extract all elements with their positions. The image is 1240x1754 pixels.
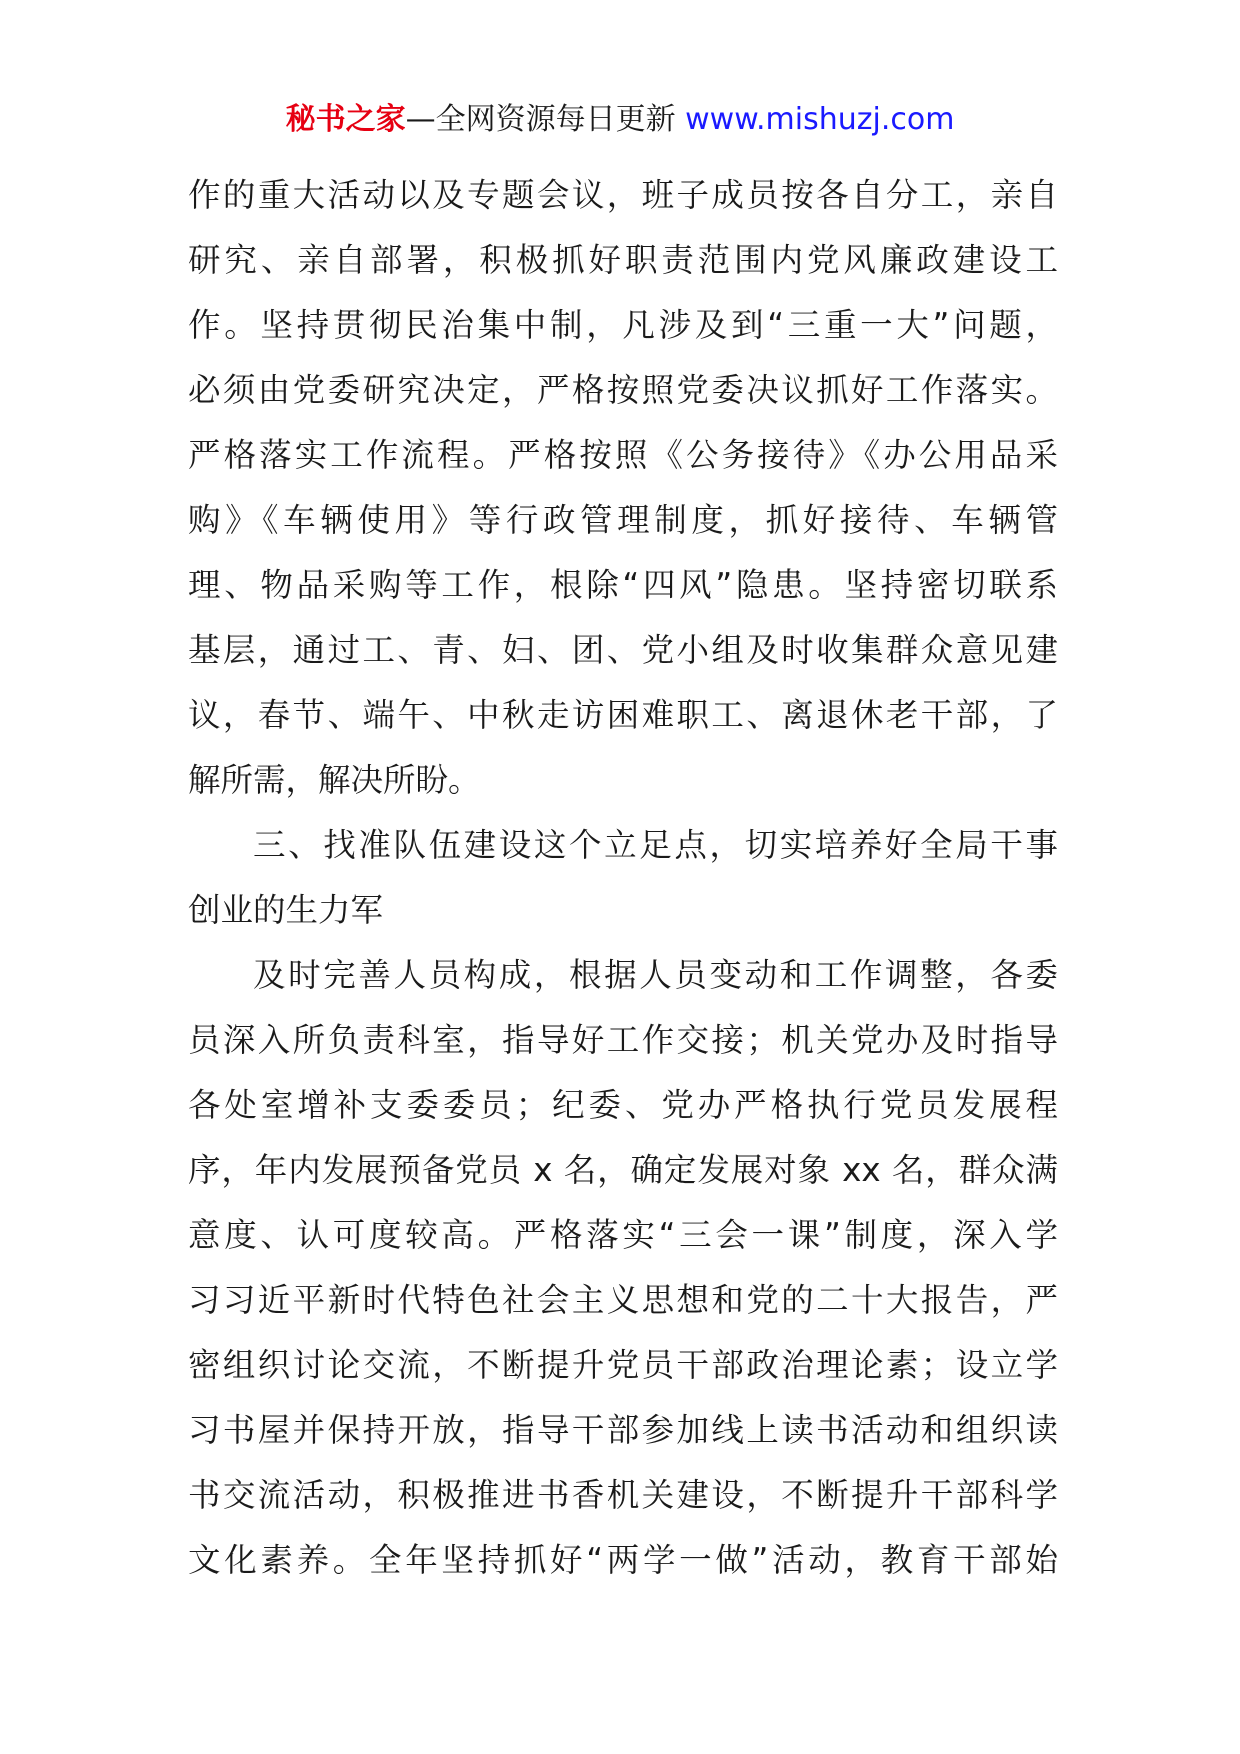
header-slogan: —全网资源每日更新 xyxy=(405,102,686,137)
section-heading-continued: 创业的生力军 xyxy=(188,891,384,929)
header-brand: 秘书之家 xyxy=(285,102,406,137)
body-line: 习习近平新时代特色社会主义思想和党的二十大报告，严 xyxy=(188,1281,1058,1319)
body-line: 员深入所负责科室，指导好工作交接；机关党办及时指导 xyxy=(188,1021,1058,1059)
body-line: 序，年内发展预备党员 x 名，确定发展对象 xx 名，群众满 xyxy=(188,1151,1058,1189)
body-line: 基层，通过工、青、妇、团、党小组及时收集群众意见建 xyxy=(188,631,1058,669)
section-heading: 三、找准队伍建设这个立足点，切实培养好全局干事 xyxy=(253,826,1058,864)
body-line: 意度、认可度较高。严格落实“三会一课”制度，深入学 xyxy=(188,1216,1058,1254)
body-line: 严格落实工作流程。严格按照《公务接待》《办公用品采 xyxy=(188,436,1058,474)
body-line: 研究、亲自部署，积极抓好职责范围内党风廉政建设工 xyxy=(188,241,1058,279)
body-line: 必须由党委研究决定，严格按照党委决议抓好工作落实。 xyxy=(188,371,1058,409)
body-line: 密组织讨论交流，不断提升党员干部政治理论素；设立学 xyxy=(188,1346,1058,1384)
body-line: 书交流活动，积极推进书香机关建设，不断提升干部科学 xyxy=(188,1476,1058,1514)
document-body xyxy=(188,163,1058,1593)
body-line: 习书屋并保持开放，指导干部参加线上读书活动和组织读 xyxy=(188,1411,1058,1449)
body-line: 购》《车辆使用》等行政管理制度，抓好接待、车辆管 xyxy=(188,501,1058,539)
page-header xyxy=(0,100,1240,140)
header-url-link[interactable]: www.mishuzj.com xyxy=(685,102,955,137)
body-line: 解所需，解决所盼。 xyxy=(188,761,481,799)
body-line: 作。坚持贯彻民治集中制，凡涉及到“三重一大”问题， xyxy=(188,306,1058,344)
body-line: 作的重大活动以及专题会议，班子成员按各自分工，亲自 xyxy=(188,176,1058,214)
body-line: 理、物品采购等工作，根除“四风”隐患。坚持密切联系 xyxy=(188,566,1058,604)
body-line: 议，春节、端午、中秋走访困难职工、离退休老干部，了 xyxy=(188,696,1058,734)
body-line: 各处室增补支委委员；纪委、党办严格执行党员发展程 xyxy=(188,1086,1058,1124)
body-line: 文化素养。全年坚持抓好“两学一做”活动，教育干部始 xyxy=(188,1541,1058,1579)
body-line: 及时完善人员构成，根据人员变动和工作调整，各委 xyxy=(253,956,1058,994)
